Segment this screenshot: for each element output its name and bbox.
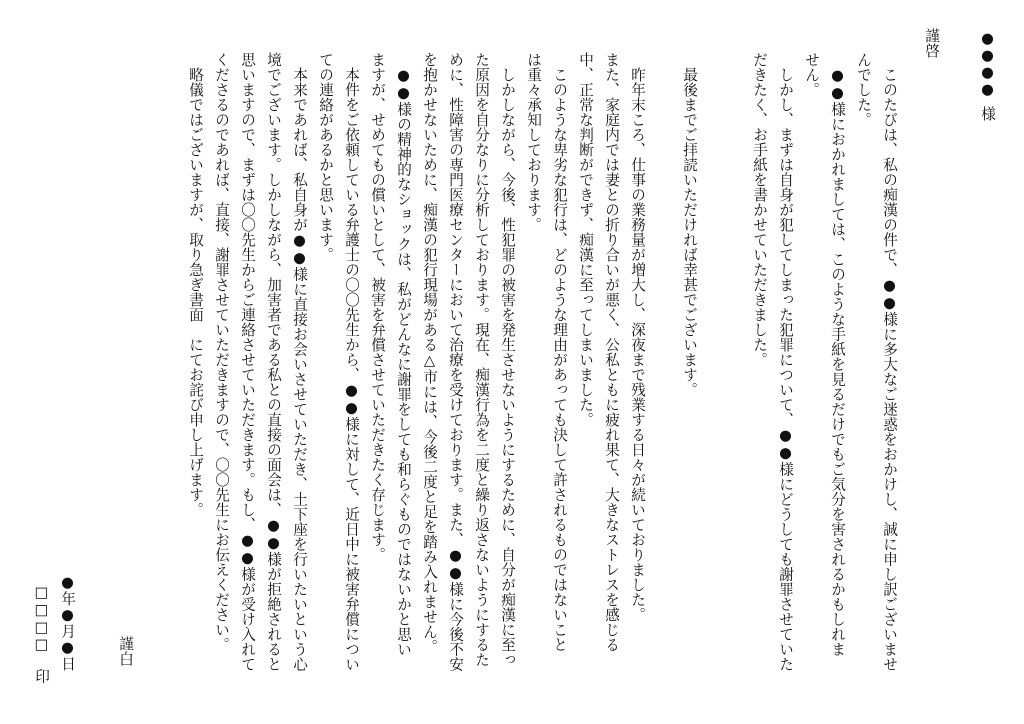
paragraph-direct-apology [208,52,312,672]
text-line: た原因を自分なりに分析しております。現在、痴漢行為を二度と繰り返さないようにするた [473,52,490,667]
letter-date: ●年●月●日 [59,574,76,672]
paragraph-purpose [746,52,798,672]
text-line: また、家庭内では妻との折り合いが悪く、公私ともに疲れ果て、大きなストレスを感じる [603,52,620,652]
text-line: 本来であれば、私自身が●●様に直接お会いさせていただき、土下座を行いたいという心 [291,52,308,672]
closing-salutation: 謹白 [117,636,134,666]
text-line: ますが、せめてもの償いとして、被害を弁償させていただきたく存じます。 [369,52,386,562]
text-line: 思いますので、まずは〇〇先生からご連絡させていただきます。もし、●●様が受け入れて [239,52,256,672]
text-line: 本件をご依頼している弁護士の〇〇先生から、●●様に対して、近日中に被害弁償につい [343,52,360,672]
text-line: 境でございます。しかしながら、加害者である私との直接の面会は、●●様が拒絶されると [265,52,282,672]
text-line: んでした。 [855,52,872,127]
text-line: を抱かせないために、痴漢の犯行現場がある△市には、今後二度と足を踏み入れません。 [421,52,438,655]
text-line: は重々承知しております。 [525,52,542,232]
text-line: しかしながら、今後、性犯罪の被害を発生させないようにするために、自分が痴漢に至っ [499,52,516,667]
text-line: このたびは、私の痴漢の件で、●●様に多大なご迷惑をおかけし、誠に申し訳ございませ [881,52,898,672]
text-line: ●●様の精神的なショックは、私がどんなに謝罪をしても和らぐものではないかと思い [395,52,412,657]
text-line: せん。 [803,52,820,97]
signature: □□□□ 印 [33,584,50,684]
paragraph-feelings [798,52,850,657]
addressee [974,30,1000,121]
paragraph-compensation [364,52,416,657]
paragraph-request-reading [676,52,702,397]
paragraph-apology [850,52,902,672]
addressee-honorific: 様 [979,106,996,121]
text-line: 最後までご拝読いただければ幸甚でございます。 [681,52,698,397]
paragraph-circumstances [572,52,650,652]
text-line: このような卑劣な犯行は、どのような理由があっても決して許されるものではないこと [551,52,568,652]
text-line: めに、性障害の専門医療センターにおいて治療を受けております。また、●●様に今後不安 [447,52,464,672]
text-line: しかし、まずは自身が犯してしまった犯罪について、●●様にどうしても謝罪させていた [777,52,794,672]
paragraph-prevention [416,52,520,672]
text-line: 昨年末ころ、仕事の業務量が増大し、深夜まで残業する日々が続いておりました。 [629,52,646,622]
paragraph-lawyer-contact [312,52,364,672]
paragraph-acknowledgement [520,52,572,652]
addressee-name: ●●●● [979,30,996,98]
text-line: ●●様におかれましては、このような手紙を見るだけでもご気分を害されるかもしれま [829,52,846,657]
opening-salutation: 謹啓 [923,28,940,58]
text-line: 中、正常な判断ができず、痴漢に至ってしまいました。 [577,52,594,427]
paragraph-closing-remark [182,52,208,517]
text-line: 略儀ではございますが、取り急ぎ書面 にてお詫び申し上げます。 [187,52,204,517]
text-line: だきたく、お手紙を書かせていただきました。 [751,52,768,367]
text-line: くださるのであれば、直接、謝罪させていただきますので、〇〇先生にお伝えください。 [213,52,230,652]
text-line: ての連絡があるかと思います。 [317,52,334,262]
